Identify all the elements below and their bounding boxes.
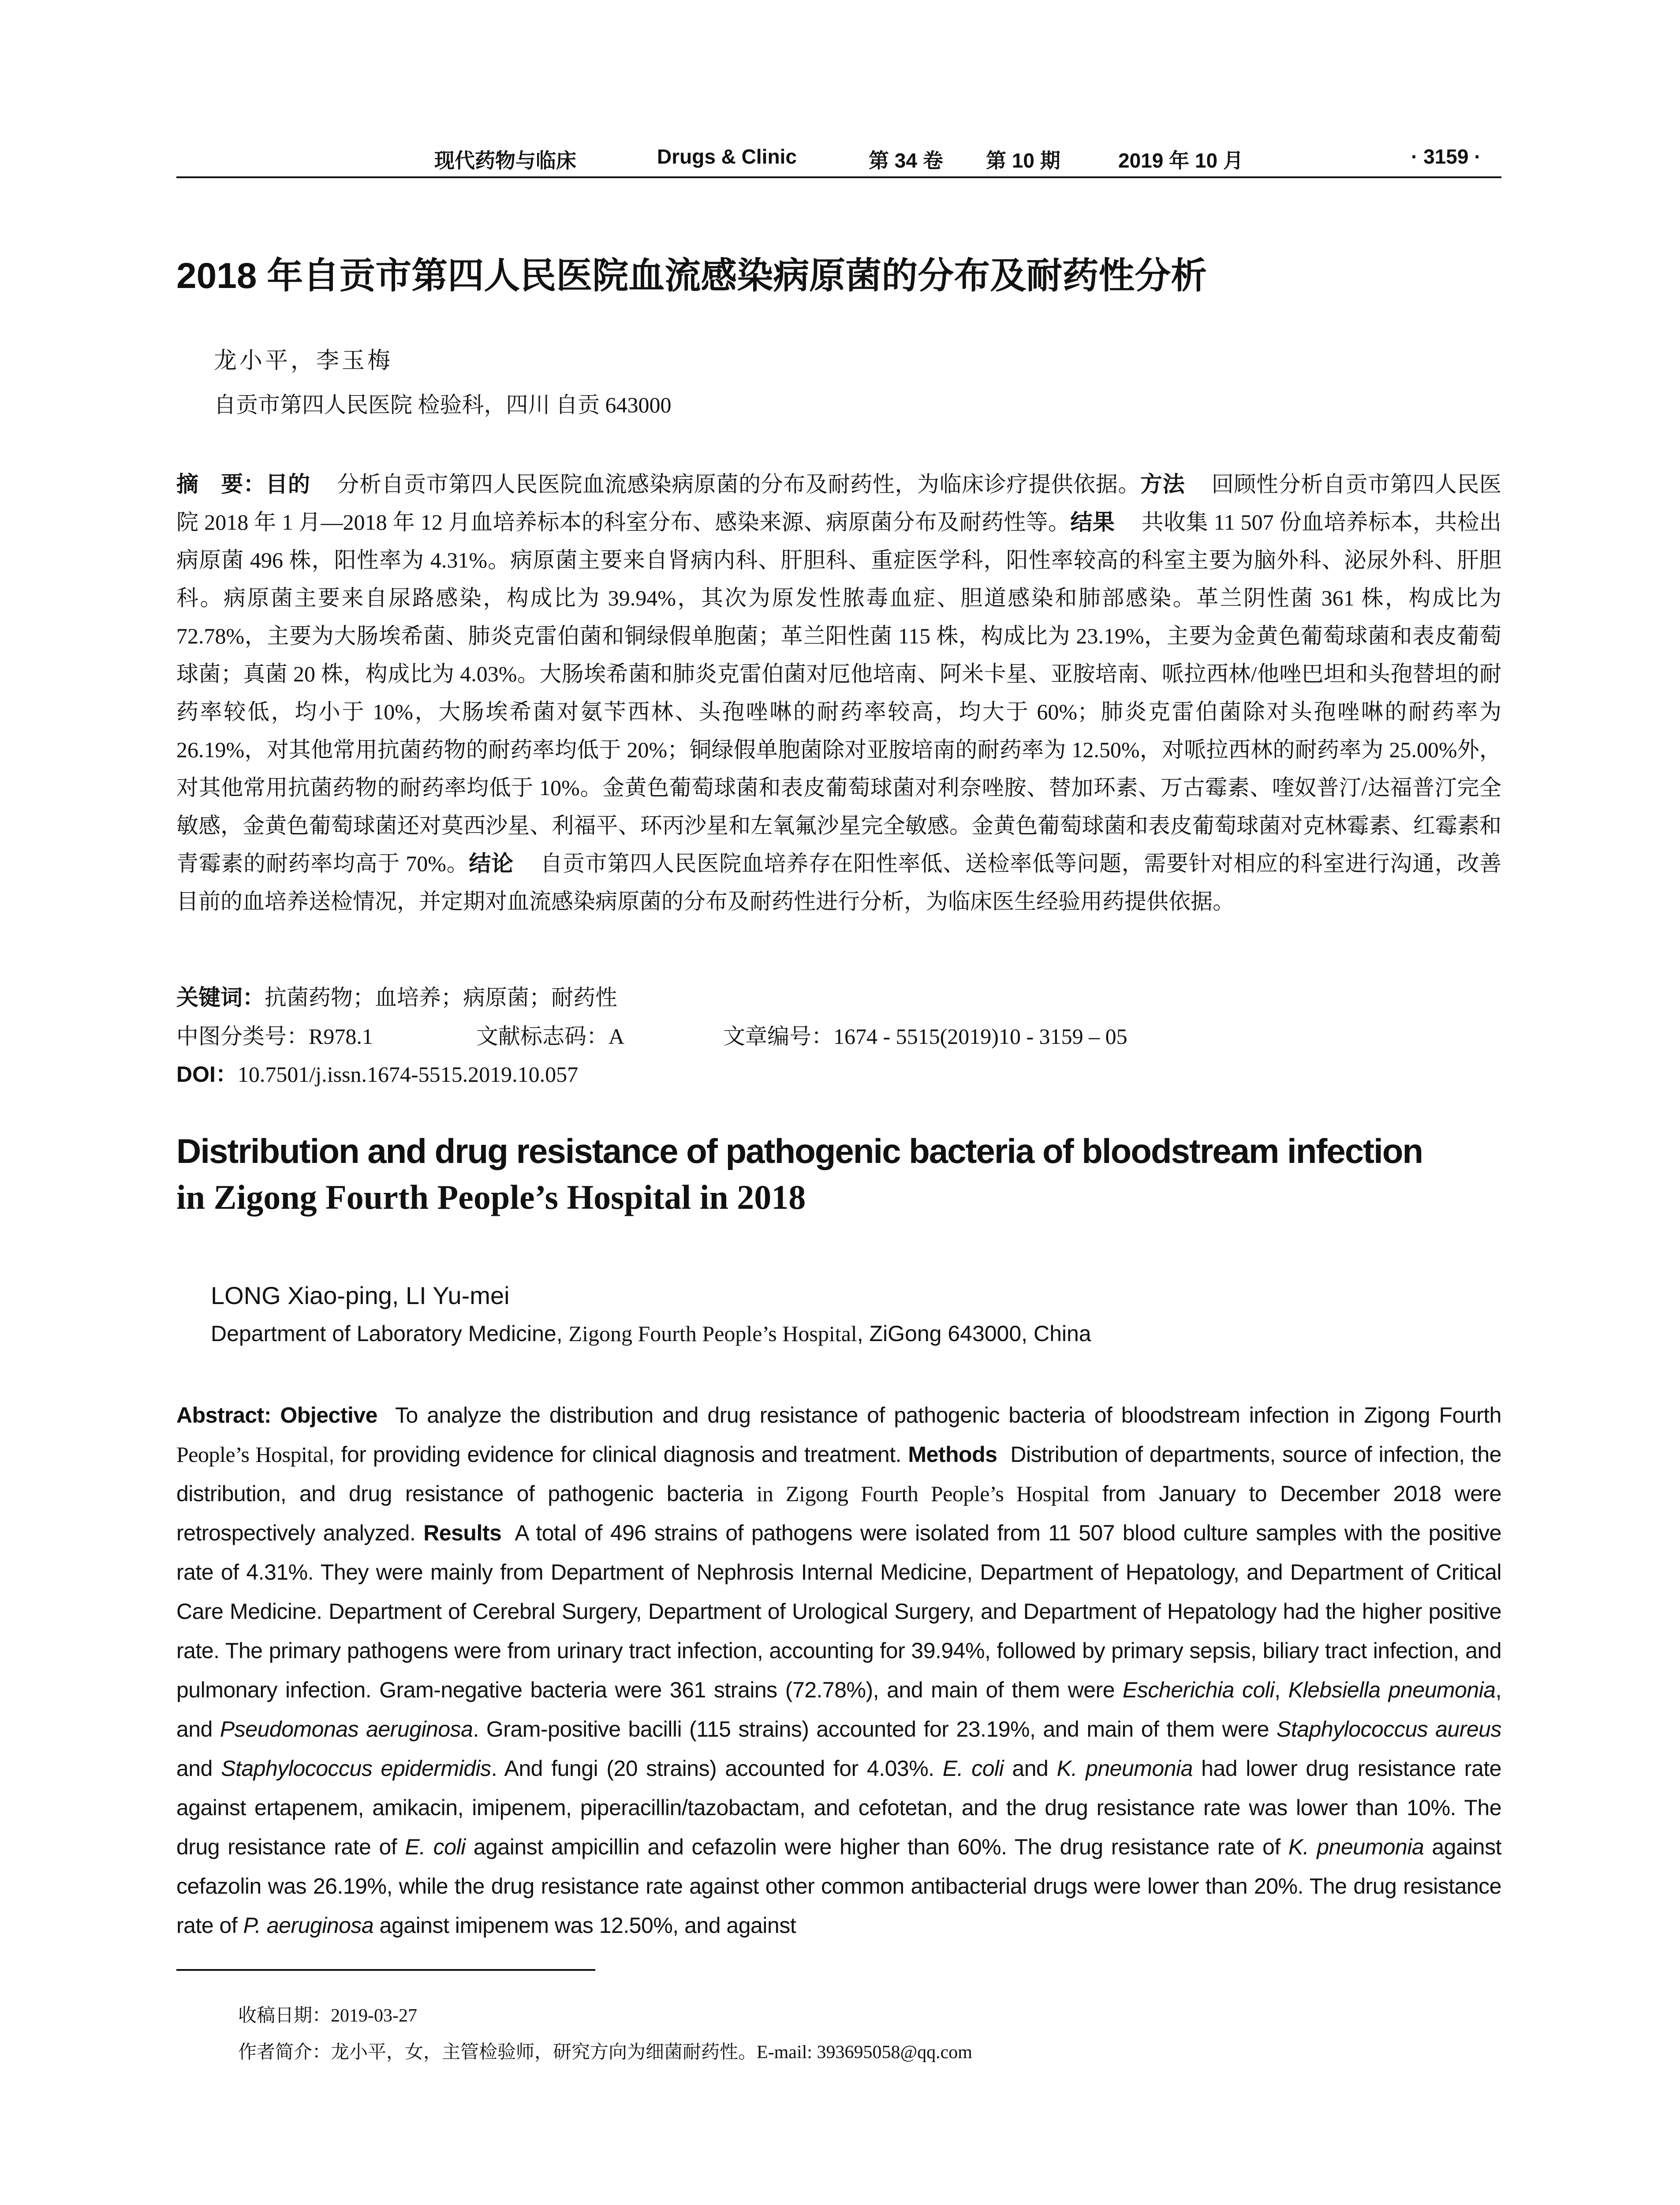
english-authors: LONG Xiao-ping, LI Yu-mei	[211, 1282, 510, 1309]
methods-label-cn: 方法	[1140, 472, 1185, 497]
english-title-line1: Distribution and drug resistance of pathogenic bacteria of bloodstream infection	[176, 1132, 1423, 1170]
volume-label: 第 34 卷	[869, 149, 943, 172]
article-number: 文章编号：1674 - 5515(2019)10 - 3159 – 05	[723, 1024, 1127, 1049]
english-affiliation	[211, 1321, 1091, 1346]
species-e-coli-2: E. coli	[405, 1835, 466, 1859]
english-abstract	[176, 1396, 1501, 1945]
keywords-text-cn: 抗菌药物；血培养；病原菌；耐药性	[265, 985, 617, 1010]
species-k-pneumonia-2: K. pneumonia	[1288, 1835, 1424, 1859]
page-number: · 3159 ·	[1411, 145, 1481, 168]
methods-text-cn: 回顾性分析自贡市第四人民医院 2018 年 1 月—2018 年 12 月血培养标本的科室分布、感染来源、病原菌分布及耐药性等。	[176, 472, 1502, 534]
received-date: 收稿日期：2019-03-27	[238, 2006, 417, 2026]
objective-text-en-a: To analyze the distribution and drug resistance of pathogenic bacteria of bloodstream infection in Zigong Fourth	[395, 1403, 1501, 1428]
results-text-en-e: against ampicillin and cefazolin were higher than 60%. The drug resistance rate of	[465, 1835, 1288, 1859]
keywords-cn	[176, 980, 617, 1012]
results-label-cn: 结果	[1070, 510, 1115, 534]
affil-city: , ZiGong 643000, China	[857, 1321, 1091, 1346]
chinese-authors: 龙小平，李玉梅	[214, 348, 393, 374]
methods-text-en-c: from January to December 2018 were retrospectively analyzed.	[176, 1481, 1501, 1545]
clc-number: 中图分类号：R978.1	[176, 1024, 373, 1049]
results-text-en-g: against imipenem was 12.50%, and against	[373, 1913, 796, 1938]
english-title-line2: in Zigong Fourth People’s Hospital in 2018	[176, 1178, 806, 1216]
issue-label: 第 10 期	[986, 149, 1060, 172]
header-rule	[176, 176, 1501, 178]
chinese-abstract	[176, 465, 1501, 920]
affil-dept: Department of Laboratory Medicine,	[211, 1321, 569, 1346]
chinese-title: 2018 年自贡市第四人民医院血流感染病原菌的分布及耐药性分析	[176, 256, 1207, 296]
footnote-rule	[176, 1969, 595, 1971]
results-text-cn: 共收集 11 507 份血培养标本，共检出病原菌 496 株，阳性率为 4.31%。病原菌主要来自肾病内科、肝胆科、重症医学科，阳性率较高的科室主要为脑外科、泌尿外科、肝胆科。病原菌主要来自尿路感染，构成比为 39.94%，其次为原发性脓毒血症、胆道感染和肺部感染。革兰阴性菌 361 株，构成比为 72.78%，主要为大肠埃希菌、肺炎克雷伯菌和铜绿假单胞菌；革兰阳性菌 115 株，构成比为 23.19%，主要为金黄色葡萄球菌和表皮葡萄球菌；真菌 20 株，构成比为 4.03%。大肠埃希菌和肺炎克雷伯菌对厄他培南、阿米卡星、亚胺培南、哌拉西林/他唑巴坦和头孢替坦的耐药率较低，均小于 10%，大肠埃希菌对氨苄西林、头孢唑啉的耐药率较高，均大于 60%；肺炎克雷伯菌除对头孢唑啉的耐药率为 26.19%，对其他常用抗菌药物的耐药率均低于 20%；铜绿假单胞菌除对亚胺培南的耐药率为 12.50%，对哌拉西林的耐药率为 25.00%外，对其他常用抗菌药物的耐药率均低于 10%。金黄色葡萄球菌和表皮葡萄球菌对利奈唑胺、替加环素、万古霉素、喹奴普汀/达福普汀完全敏感，金黄色葡萄球菌还对莫西沙星、利福平、环丙沙星和左氧氟沙星完全敏感。金黄色葡萄球菌和表皮葡萄球菌对克林霉素、红霉素和青霉素的耐药率均高于 70%。	[176, 510, 1502, 876]
separator: and	[1004, 1756, 1057, 1781]
issue-date: 2019 年 10 月	[1118, 149, 1243, 172]
objective-text-cn: 分析自贡市第四人民医院血流感染病原菌的分布及耐药性，为临床诊疗提供依据。	[336, 472, 1140, 497]
results-label-en: Results	[423, 1521, 502, 1545]
affil-hospital: Zigong Fourth People’s Hospital	[568, 1321, 857, 1346]
doi-label: DOI：	[176, 1062, 238, 1087]
separator: , and	[176, 1678, 1501, 1742]
methods-label-en: Methods	[908, 1442, 997, 1467]
running-header	[176, 140, 1501, 176]
author-bio: 作者简介：龙小平，女，主管检验师，研究方向为细菌耐药性。E-mail: 393695058@qq.com	[238, 2042, 972, 2063]
species-p-aeruginosa: P. aeruginosa	[243, 1913, 374, 1938]
results-text-en-d: had lower drug resistance rate against ertapenem, amikacin, imipenem, piperacillin/tazobactam, and cefotetan, and the drug resistance rate was lower than 10%. The drug resistance rate of	[176, 1756, 1501, 1859]
results-text-en-c: . And fungi (20 strains) accounted for 4.03%.	[491, 1756, 943, 1781]
species-s-aureus: Staphylococcus aureus	[1276, 1717, 1501, 1742]
abstract-label-cn: 摘 要：	[176, 472, 266, 497]
species-s-epidermidis: Staphylococcus epidermidis	[221, 1756, 491, 1781]
keywords-label-cn: 关键词：	[176, 985, 265, 1010]
separator: and	[176, 1756, 221, 1781]
document-code: 文献标志码：A	[476, 1024, 625, 1049]
doi-value: 10.7501/j.issn.1674-5515.2019.10.057	[237, 1062, 579, 1087]
species-pseudomonas: Pseudomonas aeruginosa	[220, 1717, 473, 1742]
species-escherichia-coli: Escherichia coli	[1123, 1678, 1275, 1702]
objective-label-en: Objective	[280, 1403, 377, 1428]
species-k-pneumonia: K. pneumonia	[1057, 1756, 1193, 1781]
objective-text-en-b: People’s Hospital	[176, 1442, 329, 1467]
methods-text-en-a: Distribution of departments, source of infection, the distribution, and drug resistance of pathogenic bacteria	[176, 1442, 1501, 1506]
objective-label-cn: 目的	[265, 472, 310, 497]
objective-text-en-c: , for providing evidence for clinical diagnosis and treatment.	[328, 1442, 902, 1467]
english-title	[176, 1131, 1501, 1217]
methods-text-en-b: in Zigong Fourth People’s Hospital	[756, 1481, 1090, 1506]
conclusion-text-cn: 自贡市第四人民医院血培养存在阳性率低、送检率低等问题，需要针对相应的科室进行沟通，改善目前的血培养送检情况，并定期对血流感染病原菌的分布及耐药性进行分析，为临床医生经验用药提供依据。	[176, 851, 1502, 914]
results-text-en-a: A total of 496 strains of pathogens were isolated from 11 507 blood culture samples with the positive rate of 4.31%. They were mainly from Department of Nephrosis Internal Medicine, Department of Hepatology, and Department of Critical Care Medicine. Department of Cerebral Surgery, Department of Urological Surgery, and Department of Hepatology had the higher positive rate. The primary pathogens were from urinary tract infection, accounting for 39.94%, followed by primary sepsis, biliary tract infection, and pulmonary infection. Gram-negative bacteria were 361 strains (72.78%), and main of them were	[176, 1521, 1501, 1702]
journal-name-en: Drugs & Clinic	[657, 145, 797, 168]
journal-name-cn: 现代药物与临床	[434, 149, 576, 172]
chinese-affiliation: 自贡市第四人民医院 检验科，四川 自贡 643000	[214, 392, 672, 417]
species-e-coli: E. coli	[942, 1756, 1004, 1781]
abstract-label-en: Abstract:	[176, 1403, 280, 1428]
doi-line	[176, 1057, 578, 1088]
separator: ,	[1274, 1678, 1288, 1702]
results-text-en-b: . Gram-positive bacilli (115 strains) accounted for 23.19%, and main of them were	[473, 1717, 1277, 1742]
conclusion-label-cn: 结论	[469, 851, 514, 876]
species-klebsiella: Klebsiella pneumonia	[1288, 1678, 1496, 1702]
results-text-en-f: against cefazolin was 26.19%, while the drug resistance rate against other common antibacterial drugs were lower than 20%. The drug resistance rate of	[176, 1835, 1501, 1938]
